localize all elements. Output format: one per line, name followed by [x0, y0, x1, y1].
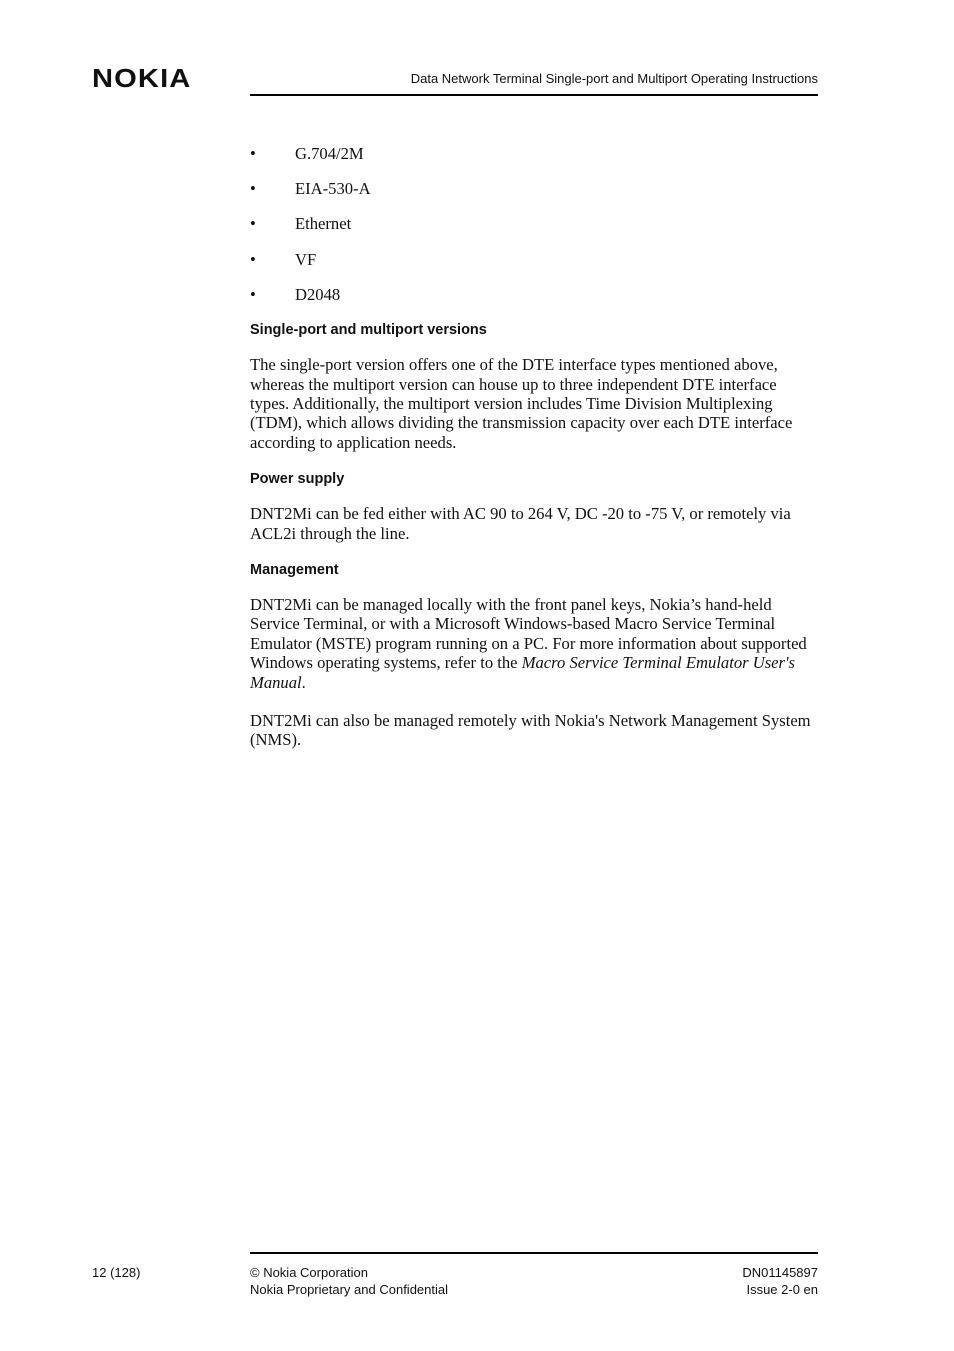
- list-item: • VF: [250, 249, 317, 269]
- list-item: • EIA-530-A: [250, 179, 371, 199]
- list-item: • G.704/2M: [250, 144, 364, 163]
- section-heading-power: Power supply: [250, 471, 345, 488]
- management-paragraph: DNT2Mi can be managed locally with the front panel keys, Nokia’s hand-held Service Terminal, or with a Microsoft Windows-based Macro Service Terminal Emulator (MSTE) program running on a PC. For more information about supported Windows operating systems, refer to the Macro Service Terminal Emulator User's Manual.: [250, 594, 807, 692]
- list-item: • D2048: [250, 284, 341, 304]
- bullet-marker: •: [250, 214, 256, 234]
- bullet-marker: •: [250, 144, 256, 163]
- document-id: DN01145897: [742, 1265, 818, 1280]
- interface-list: [250, 144, 818, 304]
- issue-number: Issue 2-0 en: [746, 1282, 818, 1297]
- manual-reference: Macro Service Terminal Emulator User's Manual: [250, 653, 796, 692]
- nokia-logo: NOKIA: [92, 63, 192, 93]
- bullet-marker: •: [250, 284, 256, 304]
- document-title: Data Network Terminal Single-port and Multiport Operating Instructions: [410, 71, 818, 86]
- footer-center: [250, 1264, 448, 1298]
- page-number: 12 (128): [92, 1265, 141, 1280]
- copyright: © Nokia Corporation: [250, 1265, 368, 1280]
- power-paragraph: DNT2Mi can be fed either with AC 90 to 264 V, DC -20 to -75 V, or remotely via ACL2i through the line.: [250, 504, 791, 543]
- section-heading-management: Management: [250, 561, 339, 578]
- section-heading-versions: Single-port and multiport versions: [250, 322, 487, 339]
- nms-paragraph: DNT2Mi can also be managed remotely with Nokia's Network Management System (NMS).: [250, 711, 811, 750]
- footer-right: [618, 1264, 818, 1298]
- versions-paragraph: The single-port version offers one of the DTE interface types mentioned above, whereas the multiport version can house up to three independent DTE interface types. Additionally, the multiport version includes Time Division Multiplexing (TDM), which allows dividing the transmission capacity over each DTE interface according to application needs.: [250, 355, 793, 452]
- page-body: [250, 144, 818, 768]
- list-item: • Ethernet: [250, 214, 352, 234]
- confidentiality-notice: Nokia Proprietary and Confidential: [250, 1282, 448, 1297]
- header-divider: [250, 94, 818, 96]
- bullet-marker: •: [250, 179, 256, 199]
- bullet-marker: •: [250, 249, 256, 269]
- footer-divider: [250, 1252, 818, 1254]
